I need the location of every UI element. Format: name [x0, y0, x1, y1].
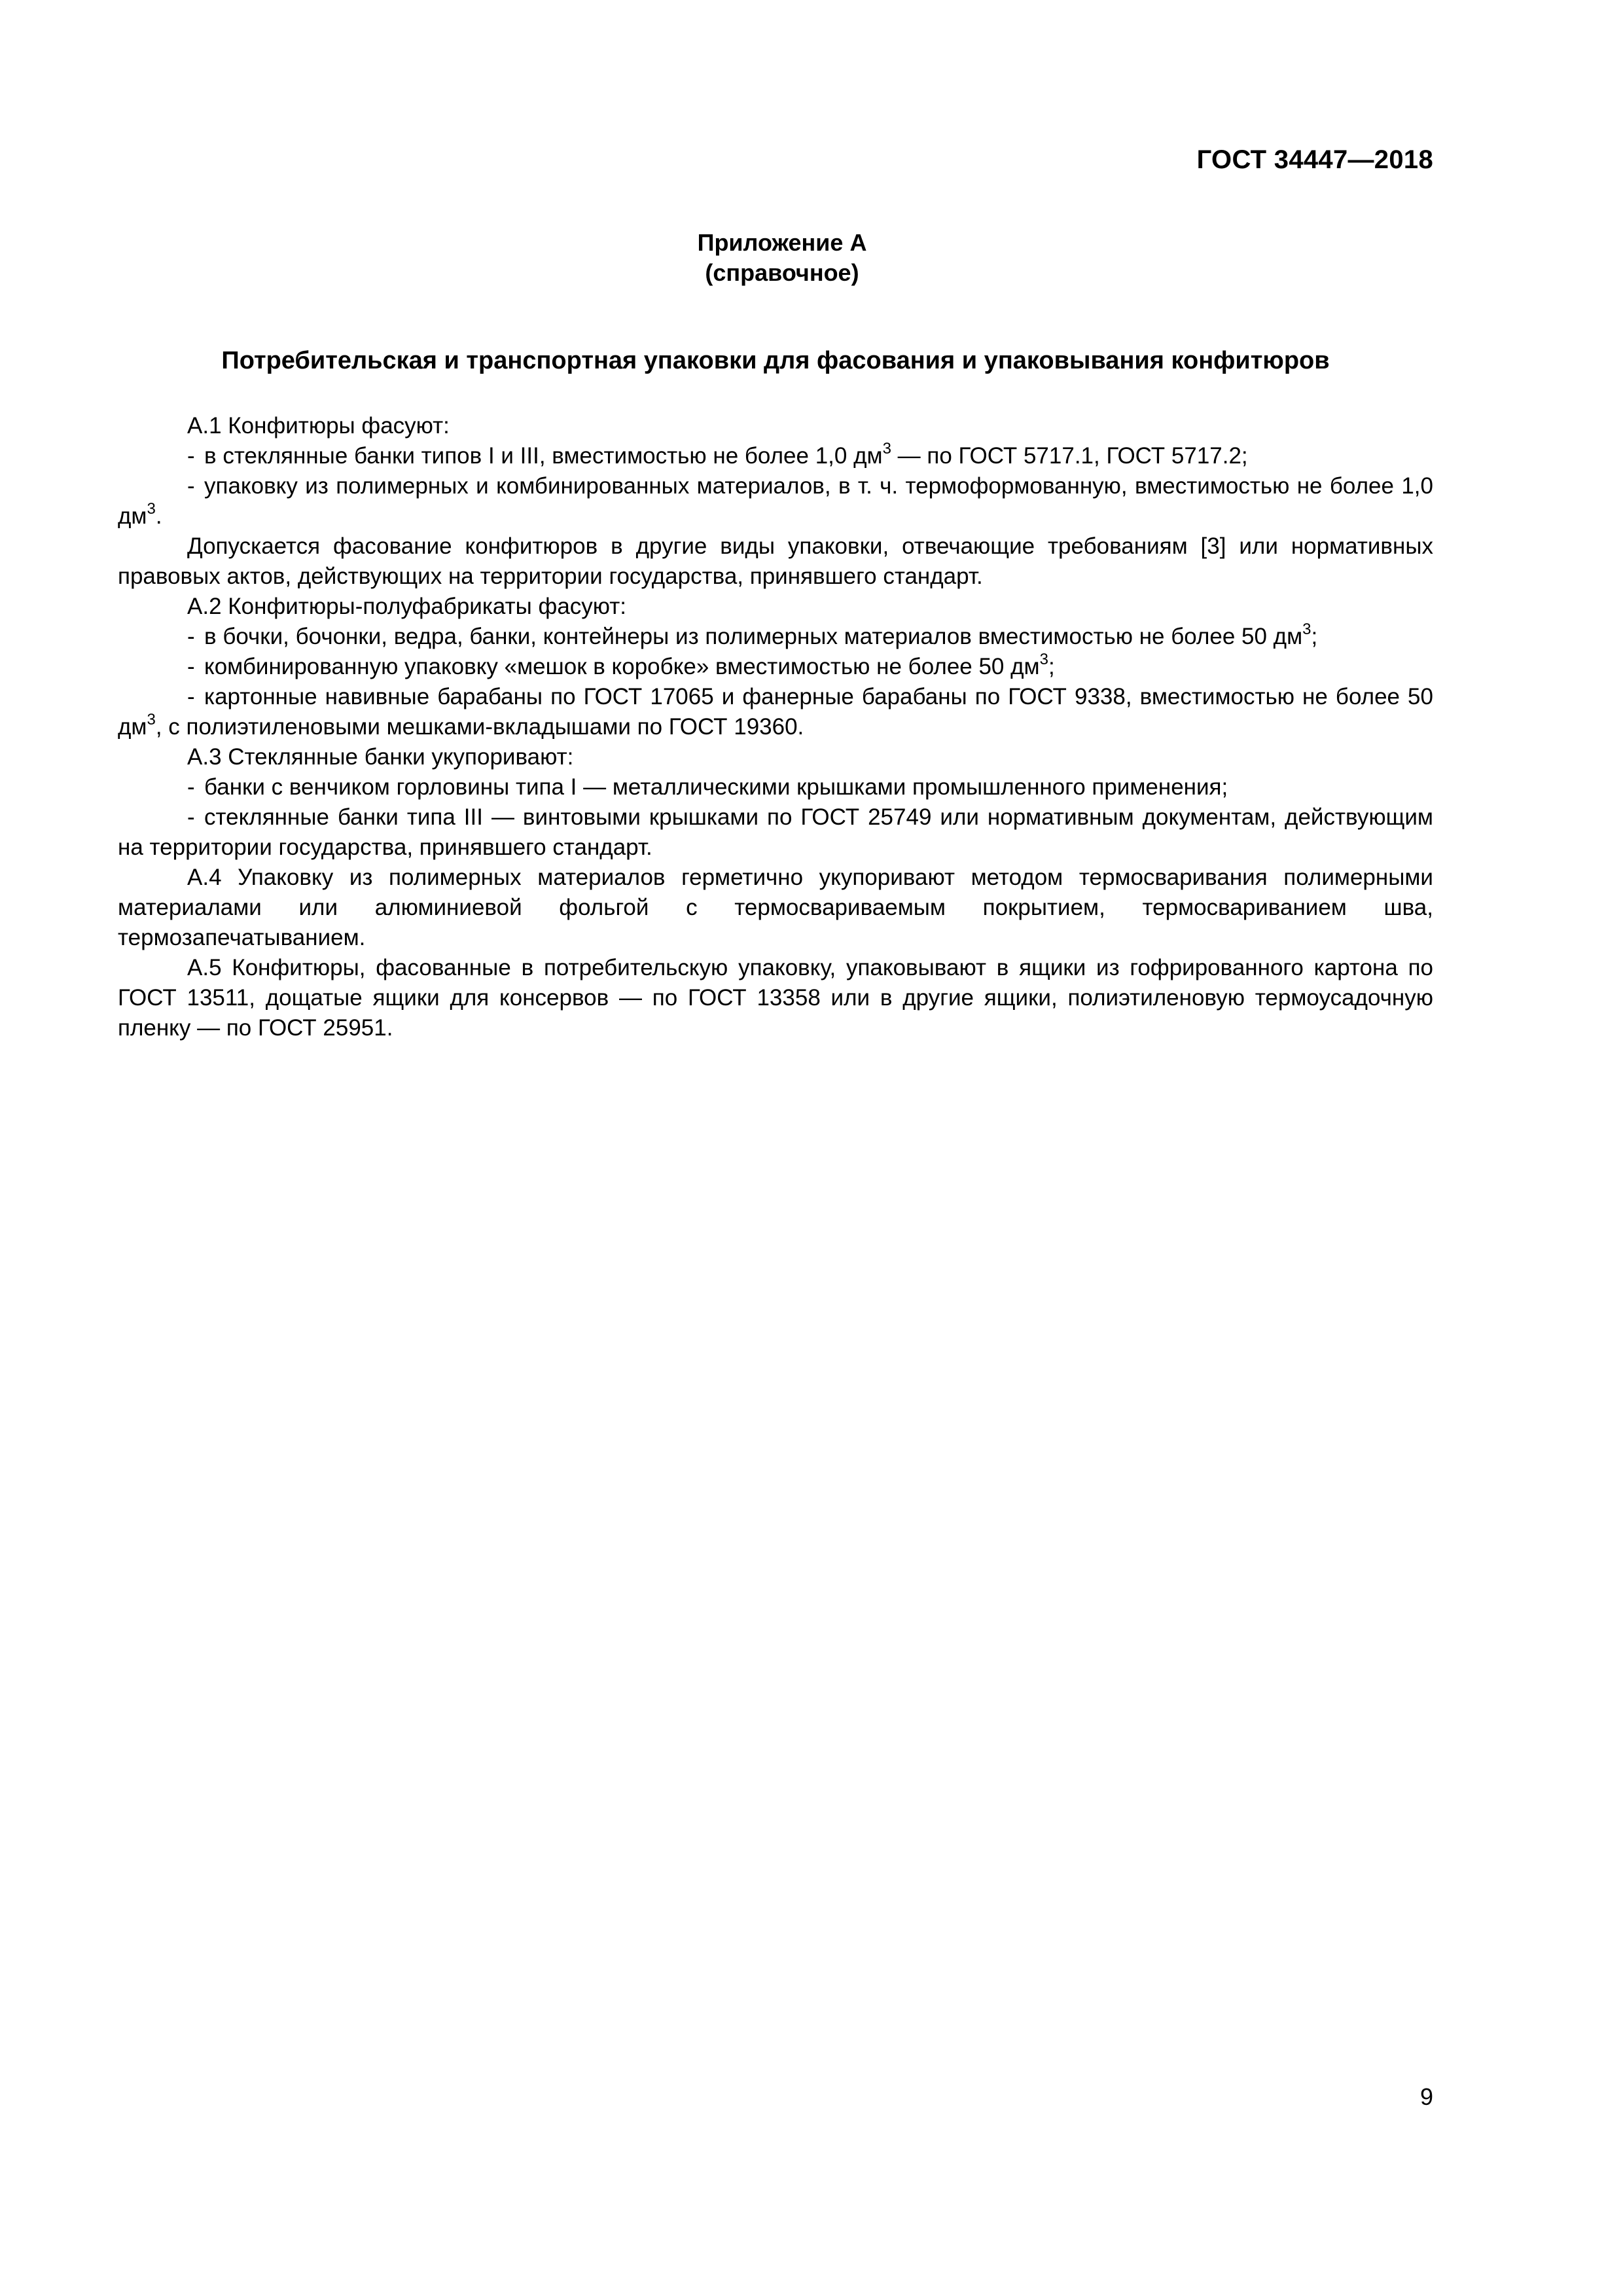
list-item-text: упаковку из полимерных и комбинированных материалов, в т. ч. термоформованную, вместимостью не более 1,0 дм [118, 473, 1433, 529]
list-item-text: . [155, 503, 162, 529]
section-title: Потребительская и транспортная упаковки для фасования и упаковывания конфитюров [221, 347, 1330, 374]
list-item-text: картонные навивные барабаны по ГОСТ 17065 и фанерные барабаны по ГОСТ 9338, вместимостью не более 50 дм [118, 684, 1433, 740]
list-dash: - [187, 804, 195, 830]
paragraph-a2-intro: А.2 Конфитюры-полуфабрикаты фасуют: [187, 594, 627, 619]
list-item-text: в бочки, бочонки, ведра, банки, контейнеры из полимерных материалов вместимостью не более 50 дм [204, 624, 1303, 649]
superscript: 3 [882, 440, 891, 458]
superscript: 3 [1039, 651, 1048, 669]
paragraph-a1-intro: А.1 Конфитюры фасуют: [187, 413, 450, 439]
document-code: ГОСТ 34447—2018 [1196, 145, 1433, 174]
page-number: 9 [1419, 2083, 1433, 2110]
list-item-text: , с полиэтиленовыми мешками-вкладышами по ГОСТ 19360. [155, 714, 804, 740]
list-dash: - [187, 443, 195, 469]
list-item [118, 682, 1433, 742]
appendix-title: Приложение А [697, 229, 867, 256]
superscript: 3 [147, 500, 156, 518]
list-dash: - [187, 684, 195, 709]
list-dash: - [187, 654, 195, 679]
paragraph-a1-note: Допускается фасование конфитюров в другие виды упаковки, отвечающие требованиям [3] или нормативных правовых актов, действующих на территории государства, принявшего стандарт. [118, 533, 1433, 589]
list-item-text: банки с венчиком горловины типа I — металлическими крышками промышленного применения; [204, 774, 1228, 800]
list-dash: - [187, 774, 195, 800]
list-item-text: в стеклянные банки типов I и III, вместимостью не более 1,0 дм [204, 443, 883, 469]
list-item [118, 471, 1433, 531]
list-item-text: комбинированную упаковку «мешок в коробке» вместимостью не более 50 дм [204, 654, 1040, 679]
list-item [118, 652, 1433, 682]
paragraph-a4: А.4 Упаковку из полимерных материалов герметично укупоривают методом термосваривания полимерными материалами или алюминиевой фольгой с термосвариваемым покрытием, термосвариванием шва, термозапечатыванием. [118, 865, 1433, 950]
list-item [118, 622, 1433, 652]
document-body [118, 411, 1433, 1043]
list-item-text: — по ГОСТ 5717.1, ГОСТ 5717.2; [891, 443, 1248, 469]
list-item-text: ; [1311, 624, 1318, 649]
paragraph-a3-intro: А.3 Стеклянные банки укупоривают: [187, 744, 574, 770]
list-item [118, 772, 1433, 802]
appendix-subtitle: (справочное) [705, 259, 859, 286]
list-item-text: стеклянные банки типа III — винтовыми крышками по ГОСТ 25749 или нормативным документам, действующим на территории государства, принявшего стандарт. [118, 804, 1433, 860]
superscript: 3 [147, 711, 156, 729]
list-dash: - [187, 624, 195, 649]
paragraph-a5: А.5 Конфитюры, фасованные в потребительскую упаковку, упаковывают в ящики из гофрированного картона по ГОСТ 13511, дощатые ящики для консервов — по ГОСТ 13358 или в другие ящики, полиэтиленовую термоусадочную пленку — по ГОСТ 25951. [118, 955, 1433, 1041]
list-dash: - [187, 473, 195, 499]
list-item-text: ; [1048, 654, 1055, 679]
list-item [118, 802, 1433, 863]
list-item [118, 441, 1433, 471]
superscript: 3 [1302, 620, 1311, 639]
